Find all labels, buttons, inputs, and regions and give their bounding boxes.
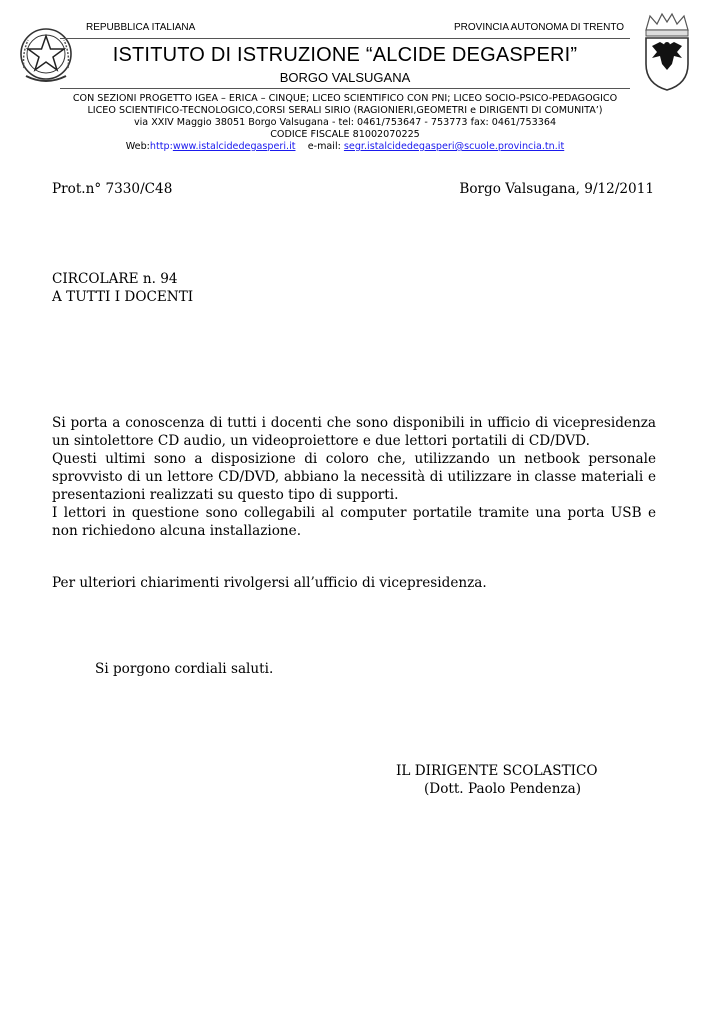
closing-greeting: Si porgono cordiali saluti. — [95, 661, 274, 677]
body-paragraph: Questi ultimi sono a disposizione di coloro che, utilizzando un netbook personale sprovvisto di un lettore CD/DVD, abbiano la necessità di utilizzare in classe materiali e presentazioni realizzati su questo tipo di supporti. — [52, 451, 656, 503]
email-link[interactable]: segr.istalcidedegasperi@scuole.provincia.tn.it — [343, 141, 565, 152]
web-label: Web: — [125, 141, 150, 152]
institute-address: via XXIV Maggio 38051 Borgo Valsugana - tel: 0461/753647 - 753773 fax: 0461/753364 — [133, 117, 557, 128]
signatory-name: (Dott. Paolo Pendenza) — [424, 781, 582, 797]
institute-location: BORGO VALSUGANA — [279, 70, 411, 85]
institute-contacts — [40, 141, 650, 153]
signatory-role: IL DIRIGENTE SCOLASTICO — [396, 763, 598, 779]
republic-label: REPUBBLICA ITALIANA — [86, 22, 196, 33]
institute-title: ISTITUTO DI ISTRUZIONE “ALCIDE DEGASPERI” — [112, 44, 578, 66]
circular-header — [52, 270, 193, 306]
institute-tax-code: CODICE FISCALE 81002070225 — [270, 129, 420, 140]
email-label: e-mail: — [307, 141, 341, 152]
letter-body — [52, 414, 656, 540]
protocol-number: Prot.n° 7330/C48 — [52, 181, 173, 197]
circular-number: CIRCOLARE n. 94 — [52, 271, 178, 287]
header-rule-bottom — [60, 88, 630, 89]
trento-coat-of-arms-icon — [640, 12, 694, 92]
website-link[interactable]: www.istalcidedegasperi.it — [172, 141, 296, 152]
header-rule-top — [60, 38, 630, 39]
province-label: PROVINCIA AUTONOMA DI TRENTO — [454, 22, 625, 33]
body-paragraph: Si porta a conoscenza di tutti i docenti che sono disponibili in ufficio di vicepresidenza un sintolettore CD audio, un videoproiettore e due lettori portatili di CD/DVD. — [52, 415, 656, 449]
web-prefix: http: — [149, 141, 173, 152]
body-paragraph: I lettori in questione sono collegabili al computer portatile tramite una porta USB e non richiedono alcuna installazione. — [52, 505, 656, 539]
place-and-date: Borgo Valsugana, 9/12/2011 — [459, 181, 654, 197]
circular-recipients: A TUTTI I DOCENTI — [52, 289, 194, 305]
clarifications-note: Per ulteriori chiarimenti rivolgersi all’ufficio di vicepresidenza. — [52, 575, 487, 591]
institute-sections: CON SEZIONI PROGETTO IGEA – ERICA – CINQUE; LICEO SCIENTIFICO CON PNI; LICEO SOCIO-PSICO-PEDAGOGICO — [72, 93, 618, 104]
institute-courses: LICEO SCIENTIFICO-TECNOLOGICO,CORSI SERALI SIRIO (RAGIONIERI,GEOMETRI e DIRIGENTI DI COMUNITA’) — [87, 105, 603, 116]
